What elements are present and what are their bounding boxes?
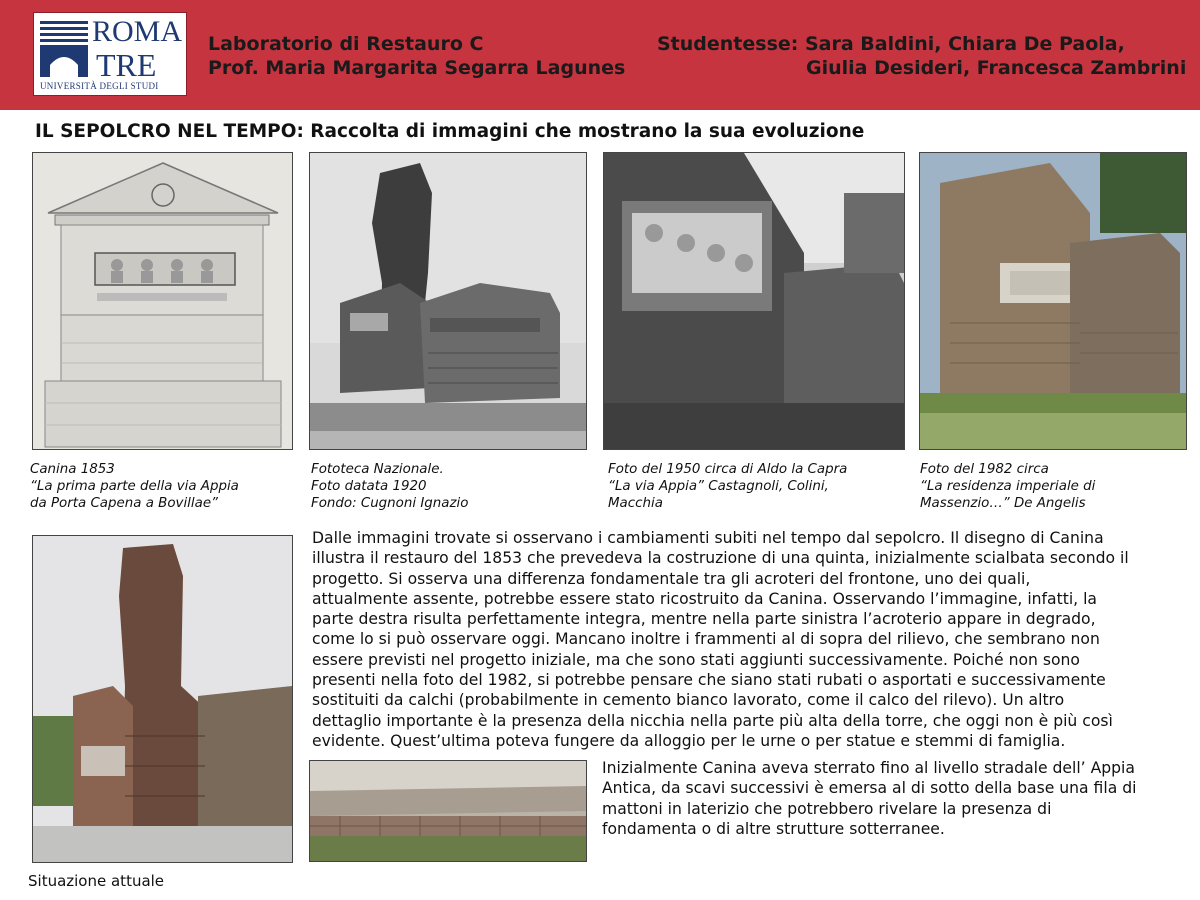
paragraph-line: Inizialmente Canina aveva sterrato fino al livello stradale dell’ Appia xyxy=(602,759,1135,777)
caption-line: Fototeca Nazionale. xyxy=(311,462,444,477)
caption-line: “La via Appia” Castagnoli, Colini, xyxy=(608,479,829,494)
paragraph-line: illustra il restauro del 1853 che prevedeva la costruzione di una quinta, inizialmente scialbata secondo il xyxy=(312,549,1129,568)
photo-1950-aldo-la-capra xyxy=(603,152,905,450)
course-name: Laboratorio di Restauro C xyxy=(208,33,484,55)
logo-roma-text: ROMA xyxy=(92,15,183,48)
caption-line: da Porta Capena a Bovillae” xyxy=(30,496,218,511)
photo-base-detail xyxy=(309,760,587,862)
caption-line: Foto del 1950 circa di Aldo la Capra xyxy=(608,462,848,477)
caption-1982 xyxy=(920,461,1095,512)
photo-canina-1853 xyxy=(32,152,293,450)
roma-tre-logo xyxy=(33,12,187,96)
paragraph-line: Antica, da scavi successivi è emersa al di sotto della base una fila di xyxy=(602,779,1137,798)
paragraph-line: essere previsti nel progetto iniziale, ma che sono stati aggiunti successivamente. Poiché non sono xyxy=(312,650,1080,669)
caption-current-situation: Situazione attuale xyxy=(28,872,165,890)
paragraph-line: sostituiti da calchi (probabilmente in cemento bianco lavorato, come il calco del rilevo). Un altro xyxy=(312,691,1065,710)
caption-line: Foto del 1982 circa xyxy=(920,462,1049,477)
paragraph-line: presenti nella foto del 1982, si potrebbe pensare che siano stati rubati o asportati e successivamente xyxy=(312,671,1106,690)
caption-line: “La prima parte della via Appia xyxy=(30,479,239,494)
header-banner xyxy=(0,0,1200,110)
logo-university-text: UNIVERSITÀ DEGLI STUDI xyxy=(40,81,159,91)
caption-line: Massenzio…” De Angelis xyxy=(920,496,1086,511)
caption-line: Canina 1853 xyxy=(30,462,115,477)
page-title: IL SEPOLCRO NEL TEMPO: Raccolta di immagini che mostrano la sua evoluzione xyxy=(35,121,865,142)
caption-1950 xyxy=(608,461,847,512)
caption-line: Fondo: Cugnoni Ignazio xyxy=(311,496,469,511)
paragraph-line: Dalle immagini trovate si osservano i cambiamenti subiti nel tempo dal sepolcro. Il disegno di Canina xyxy=(312,529,1104,547)
logo-tre-text: TRE xyxy=(96,47,157,83)
paragraph-line: mattoni in laterizio che potrebbero rivelare la presenza di xyxy=(602,799,1052,818)
paragraph-line: progetto. Si osserva una differenza fondamentale tra gli acroteri del frontone, uno dei quali, xyxy=(312,569,1031,588)
photo-1982 xyxy=(919,152,1187,450)
students-line-2: Giulia Desideri, Francesca Zambrini xyxy=(806,57,1187,79)
main-paragraph xyxy=(312,528,1129,751)
caption-line: Foto datata 1920 xyxy=(311,479,427,494)
paragraph-line: evidente. Quest’ultima poteva fungere da alloggio per le urne o per statue e stemmi di famiglia. xyxy=(312,731,1066,750)
paragraph-line: fondamenta o di altre strutture sotterranee. xyxy=(602,819,945,838)
students-line-1: Studentesse: Sara Baldini, Chiara De Paola, xyxy=(657,33,1125,55)
professor-name: Prof. Maria Margarita Segarra Lagunes xyxy=(208,57,626,79)
caption-canina xyxy=(30,461,239,512)
paragraph-line: parte destra risulta perfettamente integra, mentre nella parte sinistra l’acroterio appare in degrado, xyxy=(312,610,1096,629)
caption-line: “La residenza imperiale di xyxy=(920,479,1096,494)
paragraph-line: dettaglio importante è la presenza della nicchia nella parte più alta della torre, che oggi non è più così xyxy=(312,711,1113,730)
second-paragraph xyxy=(602,758,1136,839)
photo-fototeca-1920 xyxy=(309,152,587,450)
caption-fototeca xyxy=(311,461,468,512)
photo-current-situation xyxy=(32,535,293,863)
paragraph-line: attualmente assente, potrebbe essere stato ricostruito da Canina. Osservando l’immagine, infatti, la xyxy=(312,589,1097,608)
caption-line: Macchia xyxy=(608,496,663,511)
paragraph-line: come lo si può osservare oggi. Mancano inoltre i frammenti al di sopra del rilievo, che sembrano non xyxy=(312,630,1100,649)
